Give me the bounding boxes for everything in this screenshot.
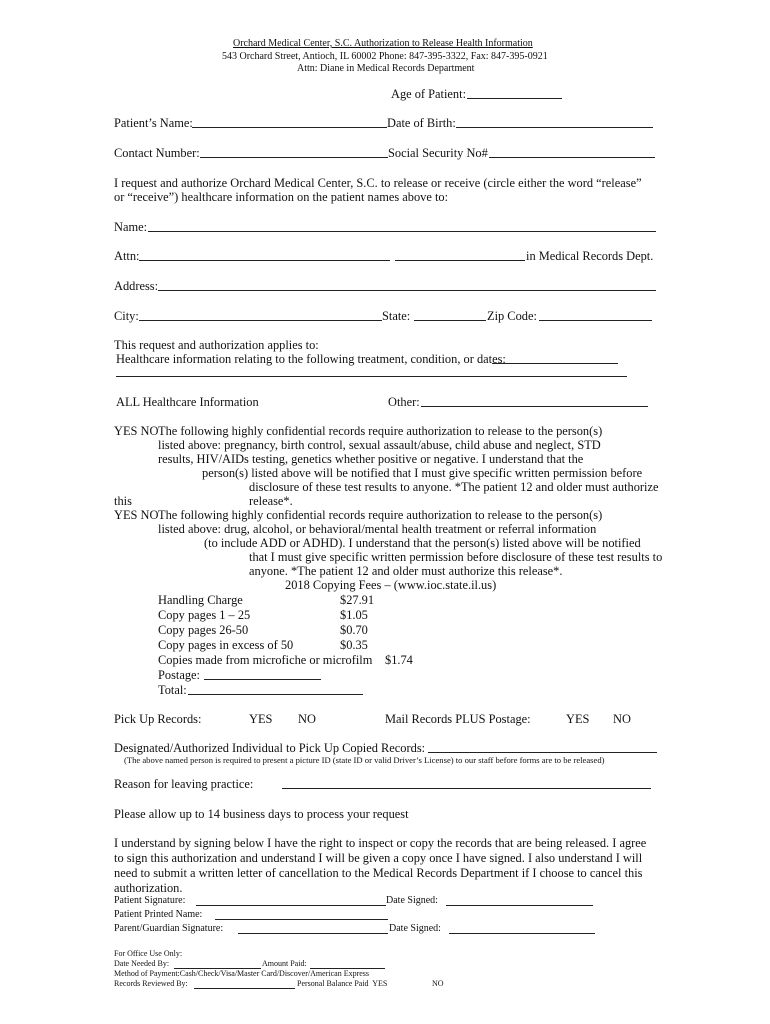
fee-label: Copy pages 26-50 xyxy=(158,623,249,637)
state-label: State: xyxy=(382,309,411,323)
processing-note: Please allow up to 14 business days to process your request xyxy=(114,807,409,821)
reason-field[interactable] xyxy=(282,788,651,789)
postage-field[interactable] xyxy=(204,679,321,680)
fees-title: 2018 Copying Fees – (www.ioc.state.il.us) xyxy=(285,578,497,592)
recipient-attn-label: Attn: xyxy=(114,249,140,263)
other-label: Other: xyxy=(388,395,420,409)
city-label: City: xyxy=(114,309,139,323)
dob-field[interactable] xyxy=(456,127,653,128)
confidential-2-line-5: anyone. *The patient 12 and older must authorize this release*. xyxy=(249,564,563,578)
balance-paid-no: NO xyxy=(432,979,444,988)
date-signed-field[interactable] xyxy=(446,905,593,906)
fee-label: Copy pages 1 – 25 xyxy=(158,608,251,622)
guardian-signature-label: Parent/Guardian Signature: xyxy=(114,923,224,934)
printed-name-label: Patient Printed Name: xyxy=(114,909,203,920)
confidential-2-line-2: listed above: drug, alcohol, or behavioral/mental health treatment or referral information xyxy=(158,522,597,536)
designated-field[interactable] xyxy=(428,752,657,753)
age-label: Age of Patient: xyxy=(391,87,467,101)
understand-line-1: I understand by signing below I have the right to inspect or copy the records that are being released. I agree xyxy=(114,836,647,850)
clinic-address: 543 Orchard Street, Antioch, IL 60002 Phone: 847-395-3322, Fax: 847-395-0921 xyxy=(222,51,548,62)
treatment-field-2[interactable] xyxy=(116,376,627,377)
understand-line-2: to sign this authorization and understand I will be given a copy once I have signed. I also understand I will xyxy=(114,851,643,865)
designated-note: (The above named person is required to present a picture ID (state ID or valid Driver’s License) to our staff before forms are to be released) xyxy=(124,755,605,765)
understand-line-3: need to submit a written letter of cancellation to the Medical Records Department if I choose to cancel this xyxy=(114,866,643,880)
confidential-2-line-3: (to include ADD or ADHD). I understand that the person(s) listed above will be notified xyxy=(204,536,641,550)
dept-label: in Medical Records Dept. xyxy=(526,249,654,263)
confidential-1-line-3: results, HIV/AIDs testing, genetics whether positive or negative. I understand that the xyxy=(158,452,584,466)
confidential-2-yes-no[interactable]: YES NO xyxy=(114,508,159,522)
confidential-1-line-5: disclosure of these test results to anyone. *The patient 12 and older must authorize xyxy=(249,480,659,494)
recipient-address-label: Address: xyxy=(114,279,159,293)
pickup-yes[interactable]: YES xyxy=(249,712,273,726)
fee-label: Handling Charge xyxy=(158,593,243,607)
fee-price: $1.05 xyxy=(340,608,368,622)
fee-price: $0.70 xyxy=(340,623,368,637)
ssn-field[interactable] xyxy=(489,157,655,158)
recipient-name-field[interactable] xyxy=(148,231,656,232)
contact-label: Contact Number: xyxy=(114,146,200,160)
date-signed-2-label: Date Signed: xyxy=(389,923,441,934)
recipient-attn-field[interactable] xyxy=(139,260,390,261)
recipient-name-label: Name: xyxy=(114,220,148,234)
confidential-1-line-1: The following highly confidential records require authorization to release to the person(s) xyxy=(158,424,603,438)
mail-yes[interactable]: YES xyxy=(566,712,590,726)
payment-method: Method of Payment:Cash/Check/Visa/Master Card/Discover/American Express xyxy=(114,969,370,978)
fee-label: Copies made from microfiche or microfilm xyxy=(158,653,373,667)
office-use-title: For Office Use Only: xyxy=(114,949,183,958)
reviewed-by-label: Records Reviewed By: xyxy=(114,979,188,988)
zip-field[interactable] xyxy=(539,320,652,321)
total-field[interactable] xyxy=(188,694,363,695)
reason-label: Reason for leaving practice: xyxy=(114,777,254,791)
city-field[interactable] xyxy=(139,320,382,321)
confidential-2-line-1: The following highly confidential records require authorization to release to the person(s) xyxy=(158,508,603,522)
patient-signature-field[interactable] xyxy=(196,905,386,906)
recipient-address-field[interactable] xyxy=(158,290,656,291)
applies-line-2: Healthcare information relating to the following treatment, condition, or dates: xyxy=(116,352,506,366)
all-healthcare-label[interactable]: ALL Healthcare Information xyxy=(116,395,259,409)
confidential-1-line-4: person(s) listed above will be notified that I must give specific written permission before xyxy=(202,466,643,480)
recipient-attn-field-2[interactable] xyxy=(395,260,525,261)
date-signed-label: Date Signed: xyxy=(386,895,438,906)
printed-name-field[interactable] xyxy=(215,919,388,920)
guardian-signature-field[interactable] xyxy=(238,933,388,934)
state-field[interactable] xyxy=(414,320,486,321)
fee-price: $1.74 xyxy=(385,653,413,667)
reviewed-by-field[interactable] xyxy=(194,988,295,989)
total-label: Total: xyxy=(158,683,187,697)
fee-price: $0.35 xyxy=(340,638,368,652)
postage-label: Postage: xyxy=(158,668,200,682)
patient-name-label: Patient’s Name: xyxy=(114,116,193,130)
form-title: Orchard Medical Center, S.C. Authorization to Release Health Information xyxy=(233,38,533,49)
age-field[interactable] xyxy=(467,98,562,99)
confidential-1-this: this xyxy=(114,494,132,508)
dob-label: Date of Birth: xyxy=(387,116,456,130)
confidential-1-line-2: listed above: pregnancy, birth control, sexual assault/abuse, child abuse and neglect, STD xyxy=(158,438,601,452)
date-needed-label: Date Needed By: xyxy=(114,959,170,968)
fee-price: $27.91 xyxy=(340,593,375,607)
amount-paid-label: Amount Paid: xyxy=(262,959,307,968)
other-field[interactable] xyxy=(421,406,648,407)
confidential-2-line-4: that I must give specific written permission before disclosure of these test results to xyxy=(249,550,663,564)
balance-paid-label: Personal Balance Paid YES xyxy=(297,979,388,988)
contact-field[interactable] xyxy=(200,157,388,158)
mail-label: Mail Records PLUS Postage: xyxy=(385,712,531,726)
fee-label: Copy pages in excess of 50 xyxy=(158,638,294,652)
understand-line-4: authorization. xyxy=(114,881,183,895)
attn-line: Attn: Diane in Medical Records Department xyxy=(297,63,475,74)
date-signed-2-field[interactable] xyxy=(449,933,595,934)
confidential-1-yes-no[interactable]: YES NO xyxy=(114,424,159,438)
confidential-1-line-6: release*. xyxy=(249,494,293,508)
patient-name-field[interactable] xyxy=(192,127,387,128)
applies-line-1: This request and authorization applies to: xyxy=(114,338,319,352)
request-line-2: or “receive”) healthcare information on the patient names above to: xyxy=(114,190,449,204)
treatment-field[interactable] xyxy=(492,363,618,364)
mail-no[interactable]: NO xyxy=(613,712,631,726)
request-line-1: I request and authorize Orchard Medical Center, S.C. to release or receive (circle either the word “release” xyxy=(114,176,642,190)
zip-label: Zip Code: xyxy=(487,309,537,323)
ssn-label: Social Security No# xyxy=(388,146,488,160)
pickup-no[interactable]: NO xyxy=(298,712,316,726)
designated-label: Designated/Authorized Individual to Pick Up Copied Records: xyxy=(114,741,426,755)
pickup-label: Pick Up Records: xyxy=(114,712,202,726)
patient-signature-label: Patient Signature: xyxy=(114,895,186,906)
